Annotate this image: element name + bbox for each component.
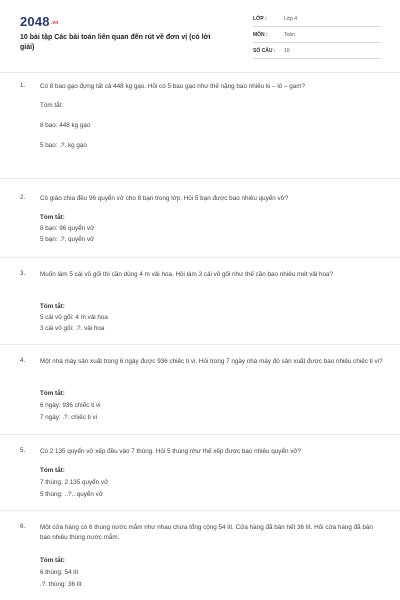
summary-line: 7 thùng: 2 135 quyển vở — [40, 479, 109, 486]
summary-line: 3 cái vỏ gối: .?. vải hoa — [40, 325, 105, 332]
meta-value: Toán — [284, 32, 295, 38]
question-divider — [0, 344, 400, 345]
summary-line: 6 ngày: 936 chiếc ti vi — [40, 402, 101, 409]
summary-line: 5 bạn: .?. quyển vở — [40, 236, 95, 243]
summary-line: 5 thùng: ..?.. quyển vở — [40, 491, 103, 498]
summary-line: .?. thùng: 36 lít — [40, 581, 82, 588]
question-number: 3. — [20, 270, 26, 277]
summary-label: Tóm tắt: — [40, 467, 65, 474]
question-text: Một cửa hàng có 6 thùng nước mắm như nhau chứa tổng cộng 54 lít. Cửa hàng đã bán hết 36 lít. Hỏi cửa hàng đã bán bao nhiêu thùng nước mắm. — [40, 524, 373, 541]
document-title: 10 bài tập Các bài toán liên quan đến rút về đơn vị (có lời giải) — [20, 34, 211, 51]
question-text: Có 2 135 quyển vở xếp đều vào 7 thùng. Hỏi 5 thùng như thế xếp được bao nhiêu quyển vở? — [40, 448, 301, 455]
question-text: Cô giáo chia đều 96 quyển vở cho 8 bạn trong lớp. Hỏi 5 bạn được bao nhiêu quyển vở? — [40, 195, 289, 202]
question-number: 5. — [20, 447, 26, 454]
question-divider — [0, 178, 400, 179]
summary-label: Tóm tắt: — [40, 102, 64, 109]
header-divider — [0, 72, 400, 73]
meta-value: Lớp 4 — [284, 16, 298, 22]
meta-label: LỚP : — [253, 16, 267, 22]
summary-label: Tóm tắt: — [40, 303, 65, 310]
question-divider — [0, 257, 400, 258]
site-logo[interactable] — [20, 14, 59, 29]
summary-line: 8 bao: 448 kg gạo — [40, 122, 91, 129]
summary-label: Tóm tắt: — [40, 214, 65, 221]
question-divider — [0, 434, 400, 435]
logo-main: 2048 — [20, 14, 50, 29]
summary-label: Tóm tắt: — [40, 390, 65, 397]
meta-value: 10 — [284, 48, 290, 54]
question-number: 4. — [20, 357, 26, 364]
summary-line: 7 ngày: .?. chiếc ti vi — [40, 414, 98, 421]
document-header — [0, 0, 400, 64]
meta-info — [253, 14, 381, 62]
summary-label: Tóm tắt: — [40, 557, 65, 564]
logo-sub: .vn — [50, 19, 59, 26]
question-text: Một nhà máy sản xuất trong 6 ngày được 936 chiếc ti vi. Hỏi trong 7 ngày nhà máy đó sản xuất được bao nhiêu chiếc ti vi? — [40, 358, 383, 365]
summary-line: 6 thùng: 54 lít — [40, 569, 79, 576]
question-number: 6. — [20, 523, 26, 530]
summary-line: 5 cái vỏ gối: 4 m vải hoa — [40, 314, 108, 321]
meta-row-class — [253, 14, 381, 27]
question-text: Có 8 bao gạo đựng tất cả 448 kg gạo. Hỏi có 5 bao gạo như thế nặng bao nhiêu ki – lô – gam? — [40, 83, 306, 90]
meta-row-count — [253, 46, 381, 59]
summary-line: 8 bạn: 96 quyển vở — [40, 225, 95, 232]
meta-row-subject — [253, 30, 381, 43]
meta-label: SỐ CÂU : — [253, 48, 276, 54]
question-divider — [0, 510, 400, 511]
summary-line: 5 bao: .?. kg gạo — [40, 142, 87, 149]
meta-label: MÔN : — [253, 32, 268, 38]
question-number: 1. — [20, 82, 26, 89]
question-text: Muốn làm 5 cái vỏ gối thì cần dùng 4 m vải hoa. Hỏi làm 3 cái vỏ gối như thế cần bao nhiêu mét vải hoa? — [40, 271, 333, 278]
question-number: 2. — [20, 194, 26, 201]
